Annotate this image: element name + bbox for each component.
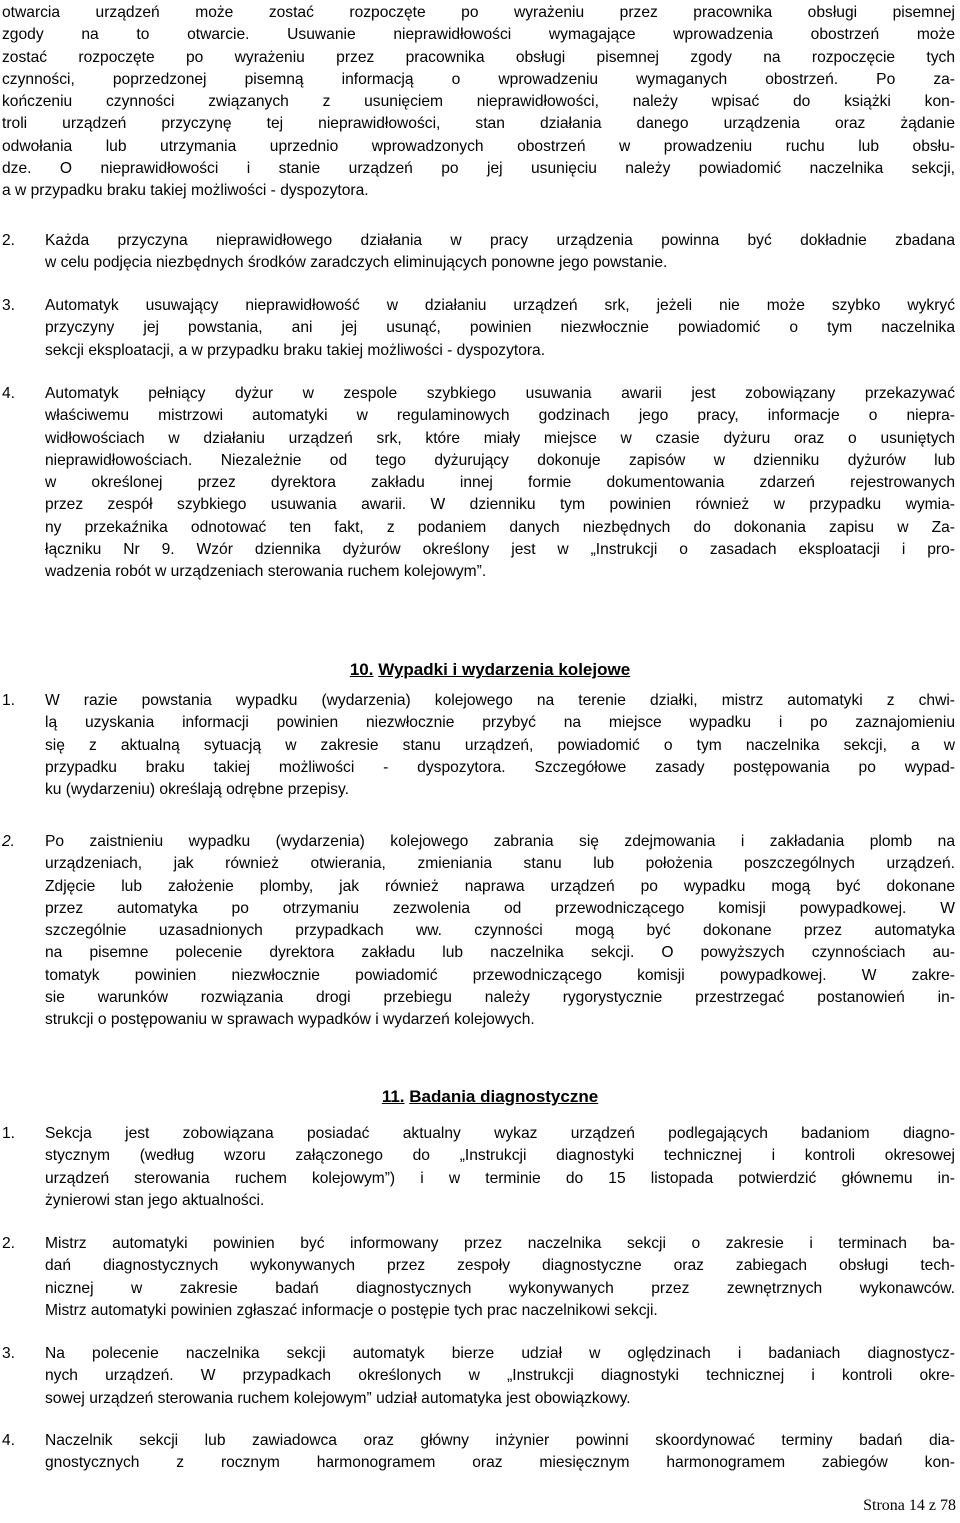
text-line: stycznym (według wzoru załączonego do „Instrukcji diagnostyki technicznej i kontroli okresowej	[45, 1147, 955, 1165]
text-line: urządzeń sterowania ruchem kolejowym”) i w terminie do 15 listopada potwierdzić głównemu in-	[45, 1169, 955, 1187]
text-line: ku (wydarzeniu) określają odrębne przepisy.	[45, 781, 349, 799]
text-line: Zdjęcie lub założenie plomby, jak również naprawa urządzeń po wypadku mogą być dokonane	[45, 877, 955, 895]
item-number: 3.	[2, 1345, 16, 1362]
text-line: Po zaistnieniu wypadku (wydarzenia) kolejowego zabrania się zdejmowania i zakładania plomb na	[45, 833, 955, 850]
text-line: a w przypadku braku takiej możliwości - dyspozytora.	[2, 182, 369, 200]
text-line: Mistrz automatyki powinien zgłaszać informacje o postępie tych prac naczelnikowi sekcji.	[45, 1301, 658, 1319]
item-text	[45, 295, 955, 362]
section-heading	[0, 658, 960, 682]
text-line: Naczelnik sekcji lub zawiadowca oraz główny inżynier powinni skoordynować terminy badań dia-	[45, 1432, 955, 1449]
text-line: sowej urządzeń sterowania ruchem kolejowym” udział automatyka jest obowiązkowy.	[45, 1389, 631, 1407]
item-number: 2.	[2, 833, 16, 850]
text-line: przez automatyka po otrzymaniu zezwolenia od przewodniczącego komisji powypadkowej. W	[45, 899, 955, 917]
text-line: żynierowi stan jego aktualności.	[45, 1191, 265, 1209]
item-number: 3.	[2, 297, 16, 314]
text-line: przyczyny jej powstania, ani jej usunąć, powinien niezwłocznie powiadomić o tym naczelnika	[45, 319, 955, 337]
item-text	[45, 690, 955, 801]
text-line: sekcji eksploatacji, a w przypadku braku takiej możliwości - dyspozytora.	[45, 341, 546, 359]
text-line: tomatyk powinien niezwłocznie powiadomić przewodniczącego komisji powypadkowej. W zakre-	[45, 966, 955, 984]
text-line: ny przekaźnika odnotować ten fakt, z podaniem danych niezbędnych do dokonania zapisu w Za-	[45, 518, 955, 536]
text-line: nieprawidłowościach. Niezależnie od tego dyżurujący dokonuje zapisów w dzienniku dyżurów lub	[45, 451, 955, 469]
item-text	[45, 1123, 955, 1212]
item-text	[45, 1343, 955, 1410]
section-title: Badania diagnostyczne	[409, 1087, 599, 1106]
text-line: nych urządzeń. W przypadkach określonych w „Instrukcji diagnostyki technicznej i kontroli okre-	[45, 1367, 955, 1385]
page-number: Strona 14 z 78	[863, 1497, 956, 1514]
text-line: strukcji o postępowaniu w sprawach wypadków i wydarzeń kolejowych.	[45, 1011, 535, 1029]
item-number: 1.	[2, 692, 16, 709]
text-line: przypadku braku takiej możliwości - dyspozytora. Szczegółowe zasady postępowania po wypad-	[45, 758, 955, 776]
text-line: na pisemne polecenie dyrektora zakładu lub naczelnika sekcji. O powyższych czynnościach au-	[45, 944, 955, 962]
text-line: wadzenia robót w urządzeniach sterowania ruchem kolejowym”.	[45, 563, 487, 581]
text-line: czynności, poprzedzonej pisemną informacją o wprowadzeniu wymaganych obostrzeń. Po za-	[2, 70, 955, 88]
text-line: W razie powstania wypadku (wydarzenia) kolejowego na terenie działki, mistrz automatyki z chwi-	[45, 692, 955, 709]
text-line: lą uzyskania informacji powinien niezwłocznie przybyć na miejsce wypadku i po zaznajomieniu	[45, 714, 955, 732]
item-number: 4.	[2, 1432, 16, 1449]
text-line: nicznej w zakresie badań diagnostycznych wykonywanych przez zewnętrznych wykonawców.	[45, 1279, 955, 1297]
item-number: 2.	[2, 232, 16, 249]
text-line: Mistrz automatyki powinien być informowany przez naczelnika sekcji o zakresie i terminach ba-	[45, 1235, 955, 1252]
item-text	[45, 1430, 955, 1475]
text-line: odwołania lub utrzymania uprzednio wprowadzonych obostrzeń w prowadzeniu ruchu lub obsłu-	[2, 137, 955, 155]
text-line: kończeniu czynności związanych z usunięciem nieprawidłowości, należy wpisać do książki kon-	[2, 93, 955, 111]
item-text	[45, 1233, 955, 1322]
text-line: Automatyk usuwający nieprawidłowość w działaniu urządzeń srk, jeżeli nie może szybko wykryć	[45, 297, 955, 314]
text-line: właściwemu mistrzowi automatyki w regulaminowych godzinach jego pracy, informacje o niepra-	[45, 407, 955, 425]
text-line: Każda przyczyna nieprawidłowego działania w pracy urządzenia powinna być dokładnie zbadana	[45, 232, 955, 249]
text-line: zgody na to otwarcie. Usuwanie nieprawidłowości wymagające wprowadzenia obostrzeń może	[2, 26, 955, 44]
item-number: 1.	[2, 1125, 16, 1142]
text-line: się z aktualną sytuacją w zakresie stanu urządzeń, powiadomić o tym naczelnika sekcji, a w	[45, 736, 955, 754]
text-line: otwarcia urządzeń może zostać rozpoczęte po wyrażeniu przez pracownika obsługi pisemnej	[2, 4, 955, 21]
section-heading	[0, 1085, 960, 1109]
item-number: 2.	[2, 1235, 16, 1252]
text-line: w celu podjęcia niezbędnych środków zaradczych eliminujących ponowne jego powstanie.	[45, 254, 668, 272]
text-line: Sekcja jest zobowiązana posiadać aktualny wykaz urządzeń podlegających badaniom diagno-	[45, 1125, 955, 1142]
text-line: zostać rozpoczęte po wyrażeniu przez pracownika obsługi pisemnej zgody na rozpoczęcie tych	[2, 48, 955, 66]
item-text	[45, 383, 955, 584]
section-number: 11.	[381, 1087, 405, 1106]
text-line: Automatyk pełniący dyżur w zespole szybkiego usuwania awarii jest zobowiązany przekazywać	[45, 385, 955, 402]
text-line: dań diagnostycznych wykonywanych przez zespoły diagnostyczne oraz zabiegach obsługi tech-	[45, 1257, 955, 1275]
section-title: Wypadki i wydarzenia kolejowe	[378, 660, 631, 679]
text-line: sie warunków rozwiązania drogi przebiegu należy rygorystycznie przestrzegać postanowień in-	[45, 989, 955, 1007]
text-line: Na polecenie naczelnika sekcji automatyk bierze udział w oględzinach i badaniach diagnostycz-	[45, 1345, 955, 1362]
intro-paragraph	[2, 2, 955, 203]
text-line: łączniku Nr 9. Wzór dziennika dyżurów określony jest w „Instrukcji o zasadach eksploatacji i pro-	[45, 541, 955, 559]
text-line: widłowościach w działaniu urządzeń srk, które miały miejsce w czasie dyżuru oraz o usuniętych	[45, 429, 955, 447]
text-line: troli urządzeń przyczynę tej nieprawidłowości, stan działania danego urządzenia oraz żądanie	[2, 115, 955, 133]
item-text	[45, 230, 955, 275]
item-text	[45, 831, 955, 1032]
text-line: gnostycznych z rocznym harmonogramem oraz miesięcznym harmonogramem zabiegów kon-	[45, 1454, 955, 1472]
text-line: urządzeniach, jak również otwierania, zmieniania stanu lub położenia poszczególnych urządzeń.	[45, 855, 955, 873]
text-line: dze. O nieprawidłowości i stanie urządzeń po jej usunięciu należy powiadomić naczelnika sekcji,	[2, 160, 955, 178]
item-number: 4.	[2, 385, 16, 402]
text-line: przez zespół szybkiego usuwania awarii. W dzienniku tym powinien również w przypadku wymia-	[45, 496, 955, 514]
section-number: 10.	[349, 660, 374, 679]
text-line: szczególnie uzasadnionych przypadkach ww. czynności mogą być dokonane przez automatyka	[45, 922, 955, 940]
text-line: w określonej przez dyrektora zakładu innej formie dokumentowania zdarzeń rejestrowanych	[45, 474, 955, 492]
